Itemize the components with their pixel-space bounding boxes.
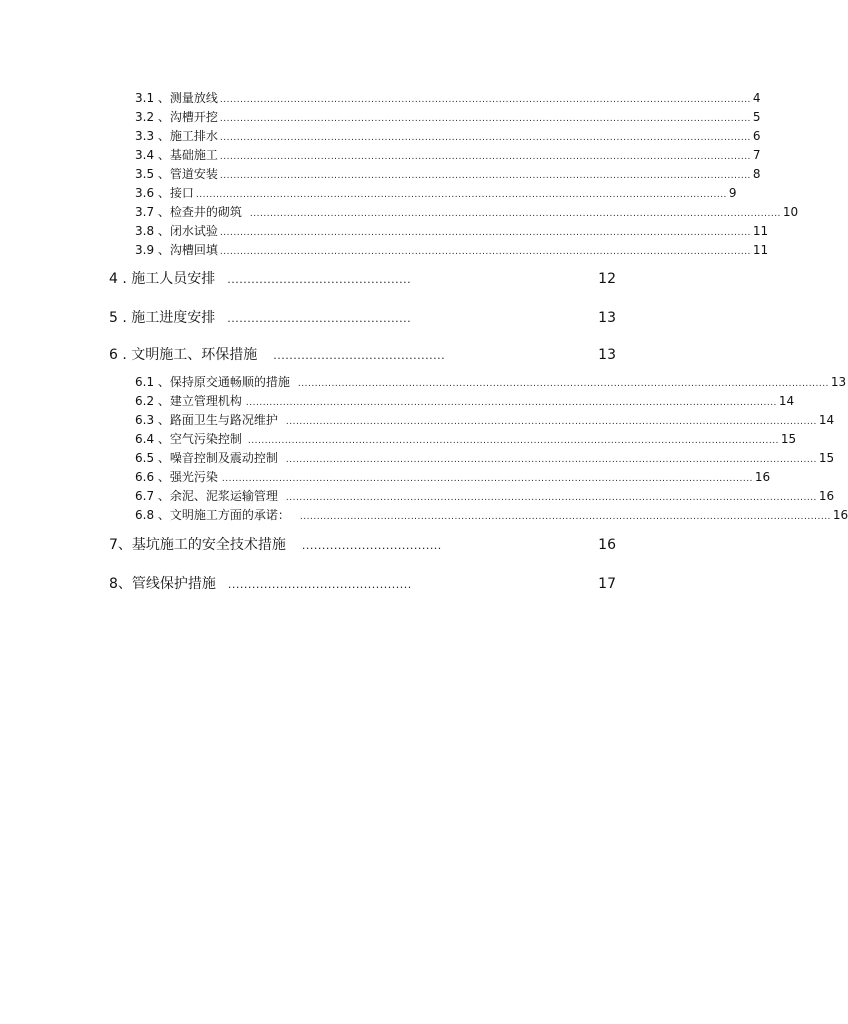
toc-entry-page: 15	[818, 451, 835, 465]
toc-entry-label: 6.7 、余泥、泥浆运输管理	[135, 489, 278, 503]
toc-entry-page: 14	[818, 413, 835, 427]
toc-entry-6-5[interactable]	[135, 451, 835, 468]
toc-entry-6-4[interactable]	[135, 432, 797, 449]
toc-entry-3-8[interactable]	[135, 224, 769, 241]
dot-leader: ..............................................	[227, 578, 412, 591]
toc-entry-page: 11	[752, 243, 769, 257]
toc-entry-label: 3.6 、接口	[135, 186, 194, 200]
toc-entry-6-6[interactable]	[135, 470, 771, 487]
toc-chapter-page: 17	[598, 576, 616, 592]
toc-entry-4[interactable]	[109, 270, 616, 289]
toc-chapter-label: 7、基坑施工的安全技术措施	[109, 537, 286, 553]
dot-leader: ..............................................................................................................................................................	[219, 152, 751, 162]
toc-entry-page: 5	[752, 110, 761, 124]
toc-chapter-label: 6 . 文明施工、环保措施	[109, 347, 258, 363]
dot-leader: ..............................................................................................................................................................	[219, 228, 751, 238]
toc-entry-label: 6.4 、空气污染控制	[135, 432, 242, 446]
toc-entry-label: 3.2 、沟槽开挖	[135, 110, 218, 124]
toc-entry-label: 6.3 、路面卫生与路况维护	[135, 413, 278, 427]
toc-entry-3-2[interactable]	[135, 110, 761, 127]
toc-entry-label: 6.8 、文明施工方面的承诺：	[135, 508, 290, 522]
dot-leader: ...........................................	[273, 349, 446, 362]
toc-entry-page: 10	[782, 205, 799, 219]
toc-entry-7[interactable]	[109, 536, 616, 555]
toc-entry-page: 11	[752, 224, 769, 238]
toc-entry-6-1[interactable]	[135, 375, 847, 392]
toc-entry-3-7[interactable]	[135, 205, 799, 222]
toc-chapter-label: 8、管线保护措施	[109, 576, 216, 592]
dot-leader: ..............................................................................................................................................................	[297, 379, 829, 389]
toc-entry-page: 14	[778, 394, 795, 408]
dot-leader: ..............................................................................................................................................................	[219, 114, 751, 124]
toc-chapter-page: 16	[598, 537, 616, 553]
dot-leader: ..............................................................................................................................................................	[245, 398, 777, 408]
dot-leader: ..............................................	[227, 273, 412, 286]
dot-leader: ..............................................................................................................................................................	[219, 247, 751, 257]
toc-chapter-page: 13	[598, 310, 616, 326]
toc-entry-page: 13	[830, 375, 847, 389]
toc-entry-6-8[interactable]	[135, 508, 848, 525]
toc-entry-page: 15	[780, 432, 797, 446]
toc-entry-page: 16	[754, 470, 771, 484]
dot-leader: ..............................................................................................................................................................	[219, 171, 751, 181]
dot-leader: ..............................................................................................................................................................	[195, 190, 727, 200]
toc-entry-label: 3.3 、施工排水	[135, 129, 218, 143]
dot-leader: ..............................................................................................................................................................	[299, 512, 831, 522]
dot-leader: ...................................	[301, 539, 442, 552]
toc-entry-label: 6.2 、建立管理机构	[135, 394, 242, 408]
dot-leader: ..............................................................................................................................................................	[219, 95, 751, 105]
toc-entry-label: 6.1 、保持原交通畅顺的措施	[135, 375, 290, 389]
toc-entry-label: 3.8 、闭水试验	[135, 224, 218, 238]
dot-leader: ..............................................................................................................................................................	[219, 133, 751, 143]
toc-entry-label: 6.5 、噪音控制及震动控制	[135, 451, 278, 465]
toc-entry-6-7[interactable]	[135, 489, 835, 506]
toc-entry-3-3[interactable]	[135, 129, 761, 146]
dot-leader: ..............................................	[227, 312, 412, 325]
toc-entry-3-1[interactable]	[135, 91, 761, 108]
toc-entry-6-3[interactable]	[135, 413, 835, 430]
toc-entry-5[interactable]	[109, 309, 616, 328]
dot-leader: ..............................................................................................................................................................	[221, 474, 753, 484]
toc-entry-page: 4	[752, 91, 761, 105]
dot-leader: ..............................................................................................................................................................	[285, 417, 817, 427]
toc-entry-label: 3.1 、测量放线	[135, 91, 218, 105]
toc-entry-label: 3.7 、检查井的砌筑	[135, 205, 242, 219]
toc-entry-3-5[interactable]	[135, 167, 761, 184]
toc-entry-6-2[interactable]	[135, 394, 795, 411]
toc-chapter-page: 12	[598, 271, 616, 287]
dot-leader: ..............................................................................................................................................................	[249, 209, 781, 219]
toc-entry-label: 3.9 、沟槽回填	[135, 243, 218, 257]
dot-leader: ..............................................................................................................................................................	[285, 493, 817, 503]
toc-chapter-page: 13	[598, 347, 616, 363]
toc-chapter-label: 4 . 施工人员安排	[109, 271, 216, 287]
dot-leader: ..............................................................................................................................................................	[247, 436, 779, 446]
toc-entry-label: 3.4 、基础施工	[135, 148, 218, 162]
toc-entry-3-9[interactable]	[135, 243, 769, 260]
toc-entry-page: 16	[818, 489, 835, 503]
toc-entry-8[interactable]	[109, 575, 616, 594]
toc-entry-6[interactable]	[109, 346, 616, 365]
toc-entry-label: 6.6 、强光污染	[135, 470, 218, 484]
toc-entry-page: 8	[752, 167, 761, 181]
toc-entry-3-6[interactable]	[135, 186, 737, 203]
toc-entry-page: 6	[752, 129, 761, 143]
toc-entry-page: 16	[832, 508, 848, 522]
dot-leader: ..............................................................................................................................................................	[285, 455, 817, 465]
toc-entry-3-4[interactable]	[135, 148, 761, 165]
toc-entry-label: 3.5 、管道安装	[135, 167, 218, 181]
toc-chapter-label: 5 . 施工进度安排	[109, 310, 216, 326]
toc-entry-page: 9	[728, 186, 737, 200]
toc-entry-page: 7	[752, 148, 761, 162]
